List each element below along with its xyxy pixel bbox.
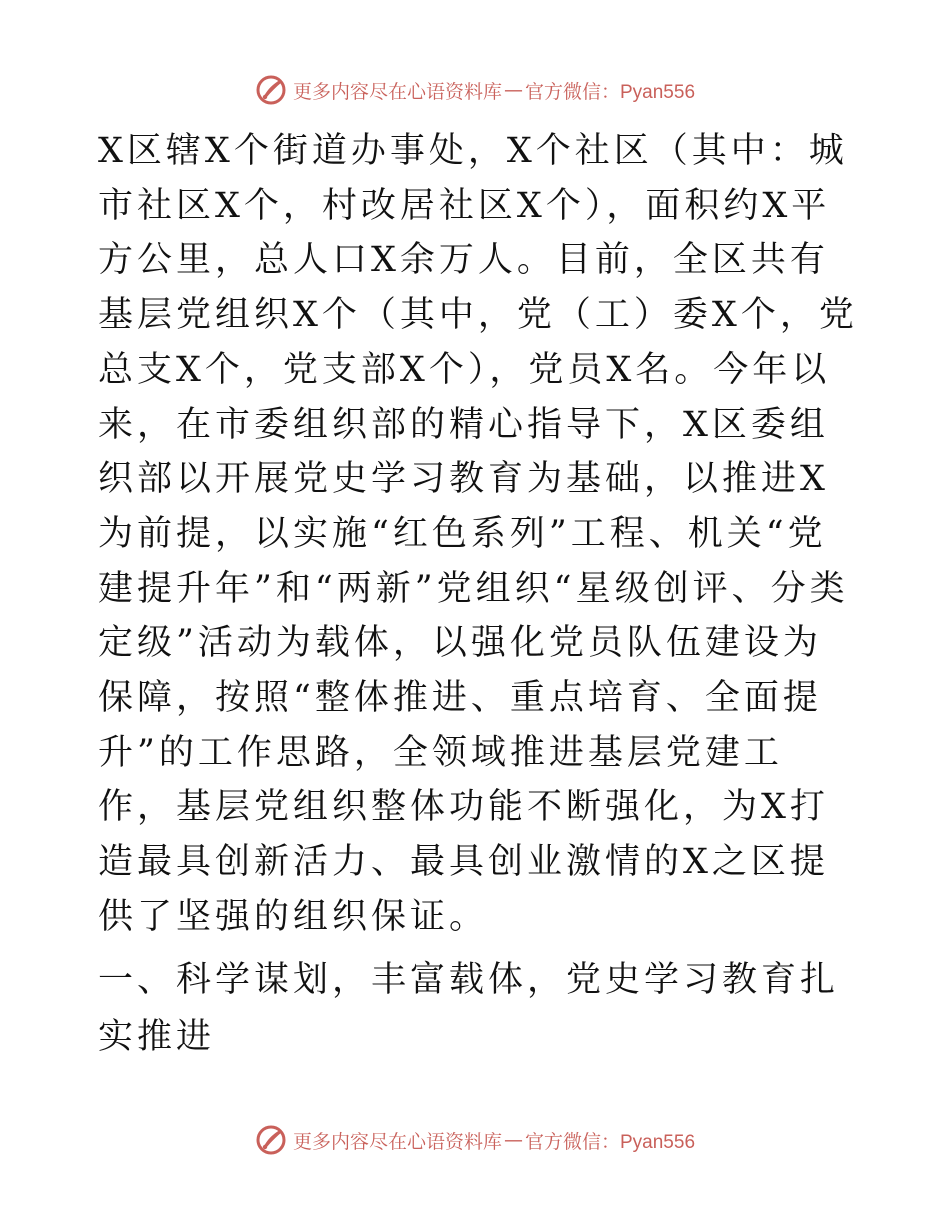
watermark-text: 更多内容尽在心语资料库 <box>292 1130 502 1153</box>
footer-watermark <box>0 1120 950 1160</box>
document-body <box>98 124 858 945</box>
header-watermark <box>0 70 950 110</box>
body-paragraph: X区辖X个街道办事处，X个社区（其中：城市社区X个，村改居社区X个），面积约X平方公里，总人口X余万人。目前，全区共有基层党组织X个（其中，党（工）委X个，党总支X个，党支部X个），党员X名。今年以来，在市委组织部的精心指导下，X区委组织部以开展党史学习教育为基础，以推进X为前提，以实施“红色系列”工程、机关“党建提升年”和“两新”党组织“星级创评、分类定级”活动为载体，以强化党员队伍建设为保障，按照“整体推进、重点培育、全面提升”的工作思路，全领域推进基层党建工作，基层党组织整体功能不断强化，为X打造最具创新活力、最具创业激情的X之区提供了坚强的组织保证。 <box>98 131 858 937</box>
watermark-text: 更多内容尽在心语资料库 <box>292 80 502 103</box>
watermark-contact: 官方微信：Pyan556 <box>525 81 696 103</box>
section-heading: 一、科学谋划，丰富载体，党史学习教育扎实推进 <box>98 960 840 1057</box>
watermark-separator: — <box>504 79 523 101</box>
brush-circle-logo-icon <box>255 1124 287 1156</box>
brush-circle-logo-icon <box>255 74 287 106</box>
watermark-separator: — <box>504 1129 523 1151</box>
watermark-contact: 官方微信：Pyan556 <box>525 1131 696 1153</box>
